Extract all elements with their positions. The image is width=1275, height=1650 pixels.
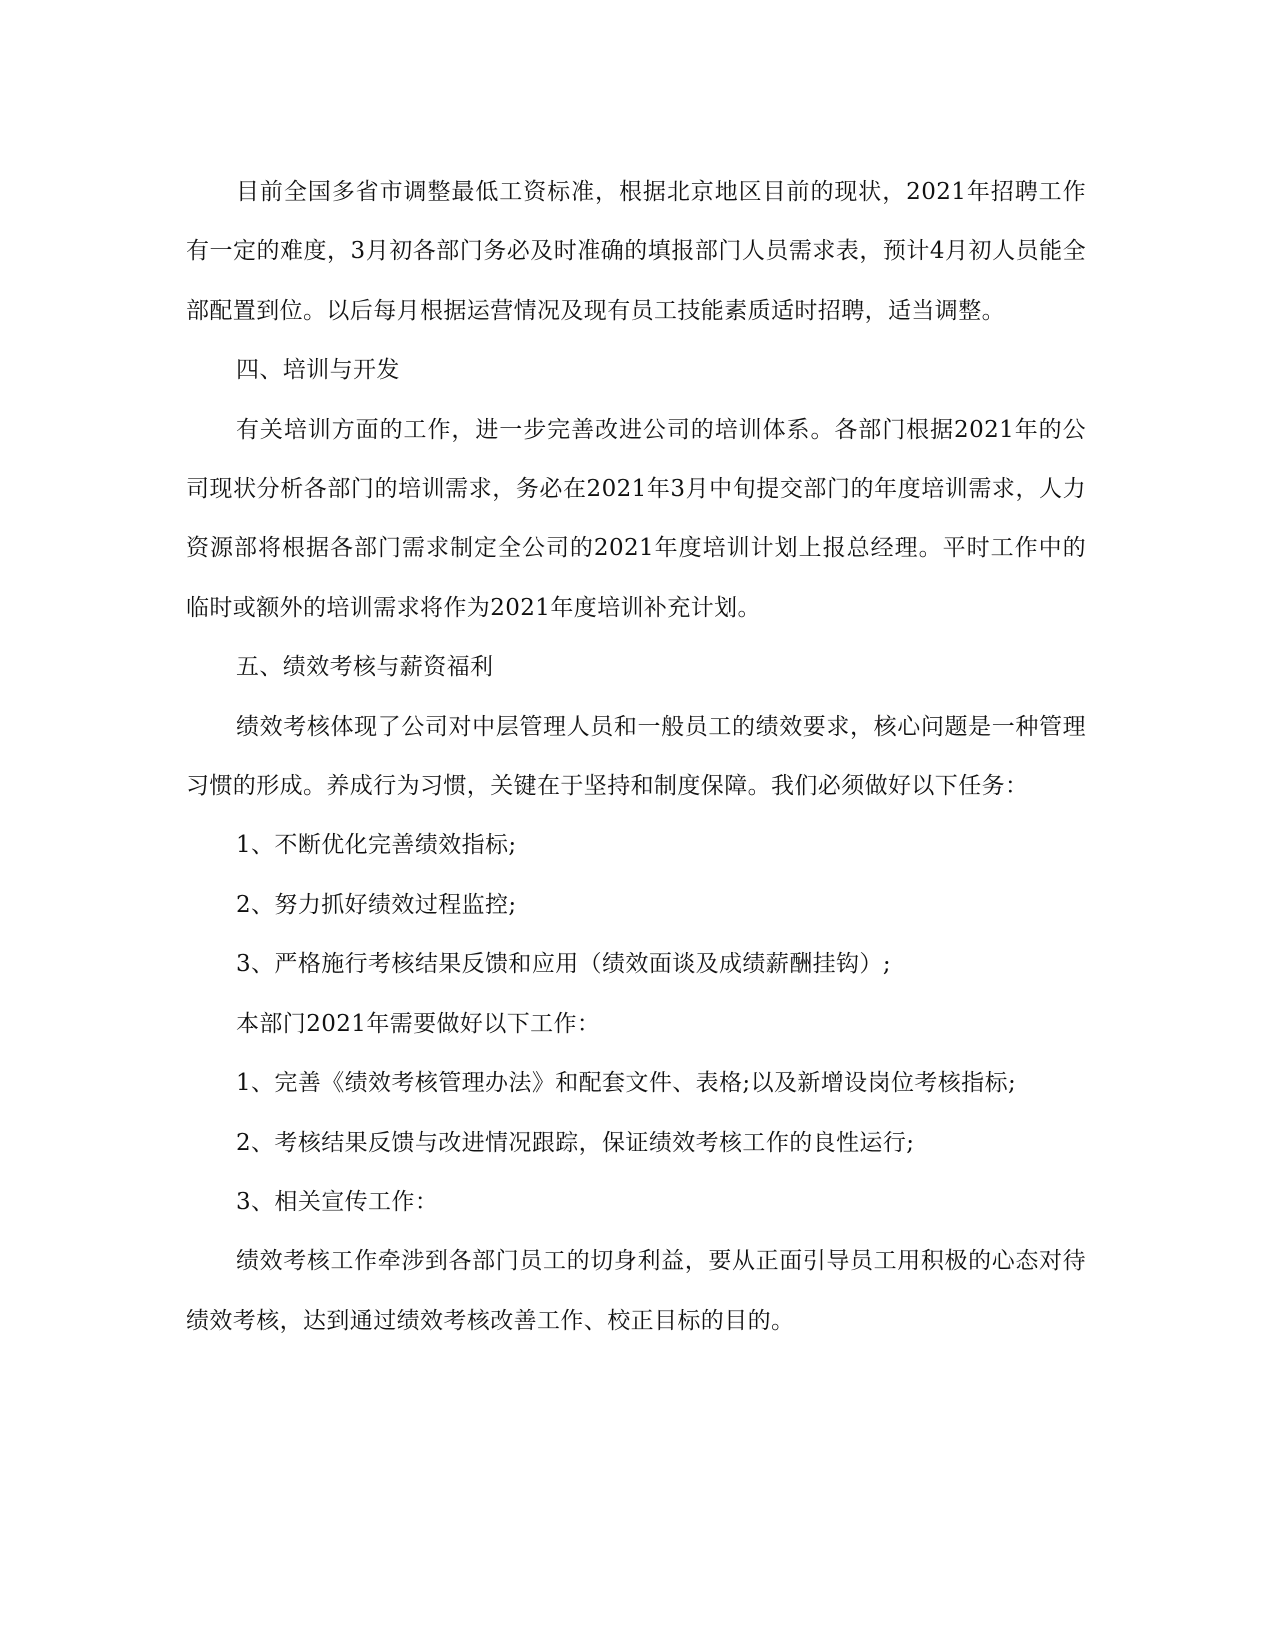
section-heading-training: 四、培训与开发 bbox=[236, 357, 400, 384]
paragraph-department-tasks: 本部门2021年需要做好以下工作： bbox=[236, 1010, 601, 1037]
section-heading-performance: 五、绩效考核与薪资福利 bbox=[236, 654, 494, 681]
list-item: 3、严格施行考核结果反馈和应用（绩效面谈及成绩薪酬挂钩）; bbox=[236, 951, 891, 978]
paragraph-performance: 绩效考核体现了公司对中层管理人员和一般员工的绩效要求，核心问题是一种管理习惯的形成。养成行为习惯，关键在于坚持和制度保障。我们必须做好以下任务： bbox=[186, 713, 1086, 800]
paragraph-conclusion: 绩效考核工作牵涉到各部门员工的切身利益，要从正面引导员工用积极的心态对待绩效考核，达到通过绩效考核改善工作、校正目标的目的。 bbox=[186, 1248, 1086, 1334]
list-item: 2、努力抓好绩效过程监控; bbox=[236, 891, 517, 918]
list-item: 3、相关宣传工作： bbox=[236, 1188, 439, 1215]
document-body bbox=[186, 163, 1086, 1351]
paragraph-training: 有关培训方面的工作，进一步完善改进公司的培训体系。各部门根据2021年的公司现状分析各部门的培训需求，务必在2021年3月中旬提交部门的年度培训需求，人力资源部将根据各部门需求制定全公司的2021年度培训计划上报总经理。平时工作中的临时或额外的培训需求将作为2021年度培训补充计划。 bbox=[186, 416, 1086, 621]
paragraph-recruitment: 目前全国多省市调整最低工资标准，根据北京地区目前的现状，2021年招聘工作有一定的难度，3月初各部门务必及时准确的填报部门人员需求表，预计4月初人员能全部配置到位。以后每月根据运营情况及现有员工技能素质适时招聘，适当调整。 bbox=[186, 179, 1086, 324]
list-item: 1、不断优化完善绩效指标; bbox=[236, 832, 517, 859]
list-item: 2、考核结果反馈与改进情况跟踪，保证绩效考核工作的良性运行; bbox=[236, 1129, 915, 1156]
list-item: 1、完善《绩效考核管理办法》和配套文件、表格;以及新增设岗位考核指标; bbox=[236, 1070, 1017, 1097]
